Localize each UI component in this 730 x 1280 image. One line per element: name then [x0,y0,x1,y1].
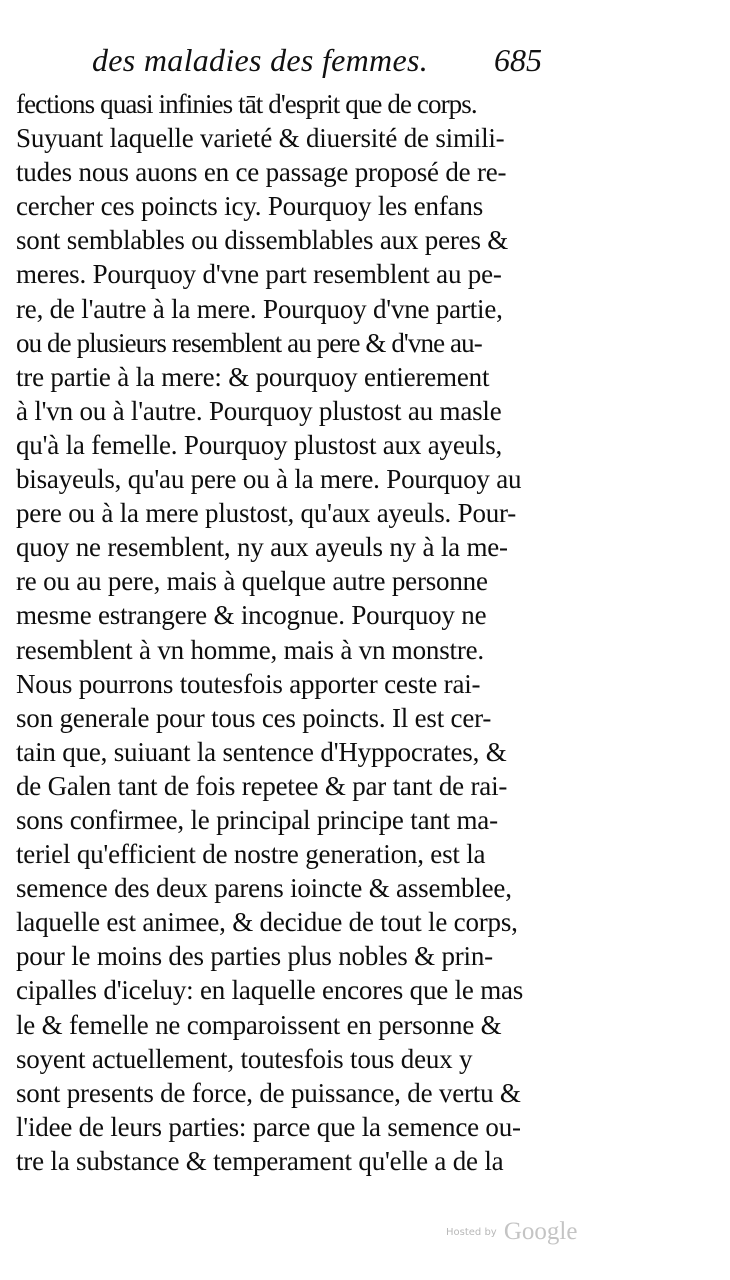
text-line: tre partie à la mere: & pourquoy entierement [16,361,490,392]
text-line: Suyuant laquelle varieté & diuersité de simili- [16,123,505,154]
text-line: bisayeuls, qu'au pere ou à la mere. Pourquoy au [16,464,522,495]
text-line: semence des deux parens ioincte & assemblee, [16,873,512,904]
text-line: teriel qu'efficient de nostre generation, est la [16,839,486,870]
text-line: le & femelle ne comparoissent en personne & [16,1009,502,1040]
text-line: son generale pour tous ces poincts. Il est cer- [16,702,492,733]
text-line: mesme estrangere & incognue. Pourquoy ne [16,600,487,631]
text-line: pour le moins des parties plus nobles & prin- [16,941,493,972]
page-number: 685 [494,42,542,78]
running-head: des maladies des femmes. [92,42,429,78]
text-line: cercher ces poincts icy. Pourquoy les enfans [16,191,484,222]
watermark-prefix: Hosted by [446,1227,497,1238]
text-line: tudes nous auons en ce passage proposé de re- [16,157,507,188]
text-line: sont presents de force, de puissance, de vertu & [16,1077,521,1108]
text-line: cipalles d'iceluy: en laquelle encores que le mas [16,975,524,1006]
text-line: pere ou à la mere plustost, qu'aux ayeuls. Pour- [16,498,517,529]
text-line: qu'à la femelle. Pourquoy plustost aux ayeuls, [16,429,503,460]
text-line: sont semblables ou dissemblables aux peres & [16,225,509,256]
hosted-by-google-watermark [446,1218,606,1248]
page-header [92,42,562,88]
text-line: tre la substance & temperament qu'elle a de la [16,1145,504,1176]
text-line: de Galen tant de fois repetee & par tant de rai- [16,770,508,801]
text-line: ou de plusieurs resemblent au pere & d'vne au- [16,327,482,358]
body-text [16,87,566,1178]
text-line: à l'vn ou à l'autre. Pourquoy plustost au masle [16,395,502,426]
text-line: quoy ne resemblent, ny aux ayeuls ny à la me- [16,532,508,563]
text-line: laquelle est animee, & decidue de tout le corps, [16,907,518,938]
text-line: resemblent à vn homme, mais à vn monstre. [16,634,484,665]
text-line: meres. Pourquoy d'vne part resemblent au pe- [16,259,502,290]
text-line: re ou au pere, mais à quelque autre personne [16,566,488,597]
text-line: l'idee de leurs parties: parce que la semence ou- [16,1111,521,1142]
text-line: tain que, suiuant la sentence d'Hyppocrates, & [16,736,507,767]
text-line: soyent actuellement, toutesfois tous deux y [16,1043,473,1074]
text-line: fections quasi infinies tāt d'esprit que de corps. [16,89,477,119]
google-logo: Google [503,1218,578,1245]
text-line: sons confirmee, le principal principe tant ma- [16,804,498,835]
text-line: re, de l'autre à la mere. Pourquoy d'vne partie, [16,293,503,324]
text-line: Nous pourrons toutesfois apporter ceste rai- [16,668,481,699]
